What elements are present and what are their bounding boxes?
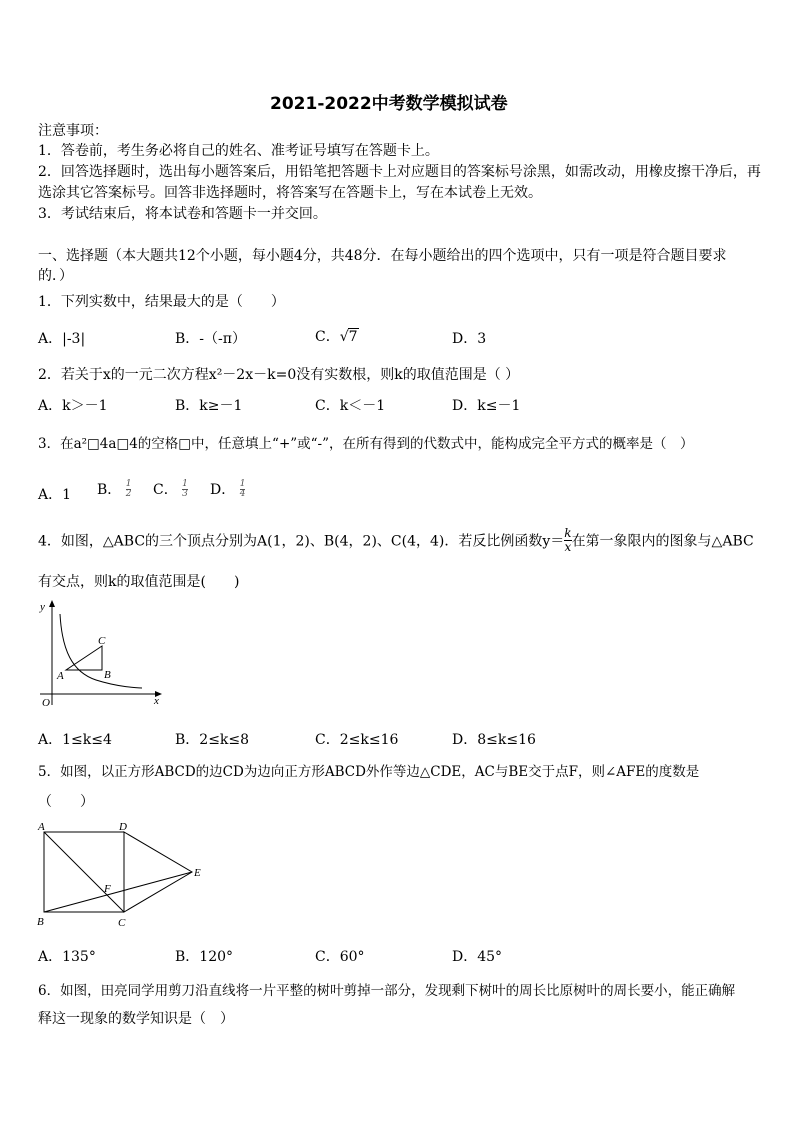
q2-option-b[interactable]: B．k≥－1: [175, 398, 243, 414]
notice-heading: 注意事项：: [38, 123, 108, 139]
q3-option-c-label: C．: [153, 482, 178, 498]
origin-label: O: [42, 697, 50, 709]
q3-option-a[interactable]: A．1: [38, 487, 72, 503]
question-5-stem-cont: （ ）: [38, 794, 94, 810]
q1-option-d[interactable]: D．3: [452, 331, 487, 347]
triangle-abc: [66, 646, 102, 670]
question-3-stem: 3．在a²□4a□4的空格□中，任意填上“+”或“-”，在所有得到的代数式中，能构成完全平方式的概率是（ ）: [38, 436, 694, 452]
y-axis-arrow-icon: [49, 600, 55, 607]
q5-figure: [34, 818, 214, 936]
q1-option-b[interactable]: B．-（-π）: [175, 331, 246, 347]
q4-option-d[interactable]: D．8≤k≤16: [452, 732, 536, 748]
segment-ac: [44, 832, 124, 912]
fraction-numerator: 1: [182, 478, 188, 489]
q2-option-a[interactable]: A．k＞－1: [38, 398, 108, 414]
question-4-stem: [38, 527, 754, 554]
q4-figure: [38, 600, 168, 710]
q2-option-d[interactable]: D．k≤－1: [452, 398, 521, 414]
question-4-stem-cont: 有交点，则k的取值范围是( ): [38, 574, 240, 590]
q3-option-b-label: B．: [97, 482, 122, 498]
section-heading: 一、选择题（本大题共12个小题，每小题4分，共48分．在每小题给出的四个选项中，只有一项是符合题目要求: [38, 248, 727, 264]
y-axis-label: y: [40, 601, 45, 613]
point-b-label: B: [104, 669, 111, 681]
question-5-stem: 5．如图，以正方形ABCD的边CD为边向正方形ABCD外作等边△CDE，AC与BE交于点F，则∠AFE的度数是: [38, 764, 700, 780]
question-6-stem: 6．如图，田亮同学用剪刀沿直线将一片平整的树叶剪掉一部分，发现剩下树叶的周长比原树叶的周长要小，能正确解: [38, 983, 736, 999]
fraction-denominator: 2: [125, 488, 132, 499]
q1-option-c[interactable]: [315, 326, 359, 346]
q1-option-c-label: C．: [315, 329, 340, 345]
section-heading-cont: 的．）: [38, 268, 73, 284]
question-6-stem-cont: 释这一现象的数学知识是（ ）: [38, 1011, 234, 1027]
q4-option-a[interactable]: A．1≤k≤4: [38, 732, 112, 748]
fraction-numerator: 1: [239, 478, 246, 489]
q4-stem-part2: 在第一象限内的图象与△ABC: [571, 533, 754, 550]
x-axis-label: x: [154, 695, 159, 707]
q5-option-d[interactable]: D．45°: [452, 949, 503, 965]
fraction: [126, 480, 132, 499]
notice-item: 选涂其它答案标号。回答非选择题时，将答案写在答题卡上，写在本试卷上无效。: [38, 185, 542, 201]
notice-item: 2．回答选择题时，选出每小题答案后，用铅笔把答题卡上对应题目的答案标号涂黑，如需改动，用橡皮擦干净后，再: [38, 164, 761, 180]
fraction-denominator: 4: [239, 488, 246, 499]
point-c-label: C: [98, 635, 106, 647]
hyperbola-curve: [60, 614, 142, 688]
fraction-numerator: k: [564, 526, 572, 540]
q3-option-c[interactable]: [153, 479, 188, 499]
point-f-label: F: [104, 883, 111, 895]
point-b-label: B: [37, 916, 44, 928]
point-a-label: A: [38, 821, 45, 833]
question-2-stem: 2．若关于x的一元二次方程x²－2x－k=0没有实数根，则k的取值范围是（ ）: [38, 367, 520, 383]
q1-radicand: 7: [348, 329, 358, 345]
fraction-denominator: x: [564, 540, 572, 554]
q5-option-a[interactable]: A．135°: [38, 949, 96, 965]
q3-option-b[interactable]: [97, 479, 131, 499]
fraction: [182, 480, 188, 499]
question-1-stem: 1．下列实数中，结果最大的是（ ）: [38, 294, 285, 310]
q4-option-c[interactable]: C．2≤k≤16: [315, 732, 399, 748]
point-d-label: D: [119, 821, 127, 833]
q3-option-d-label: D．: [210, 482, 236, 498]
q4-stem-part1: 4．如图，△ABC的三个顶点分别为A(1，2)、B(4，2)、C(4，4)．若反比例函数y＝: [38, 533, 565, 550]
fraction-numerator: 1: [125, 478, 132, 489]
fraction-denominator: 3: [182, 488, 188, 499]
fraction: [240, 480, 246, 499]
q2-option-c[interactable]: C．k＜－1: [315, 398, 386, 414]
page-title: 2021-2022中考数学模拟试卷: [270, 94, 508, 114]
triangle-cde: [124, 832, 192, 912]
fraction-k-over-x: [564, 527, 571, 554]
q5-option-c[interactable]: C．60°: [315, 949, 365, 965]
point-c-label: C: [118, 917, 126, 929]
point-a-label: A: [57, 670, 64, 682]
notice-item: 3．考试结束后，将本试卷和答题卡一并交回。: [38, 206, 327, 222]
q4-option-b[interactable]: B．2≤k≤8: [175, 732, 250, 748]
q5-option-b[interactable]: B．120°: [175, 949, 234, 965]
sqrt-sign-icon: √: [339, 329, 349, 345]
point-e-label: E: [194, 867, 201, 879]
notice-item: 1．答卷前，考生务必将自己的姓名、准考证号填写在答题卡上。: [38, 143, 439, 159]
q1-option-a[interactable]: A．|-3|: [38, 331, 86, 347]
q3-option-d[interactable]: [210, 479, 245, 499]
